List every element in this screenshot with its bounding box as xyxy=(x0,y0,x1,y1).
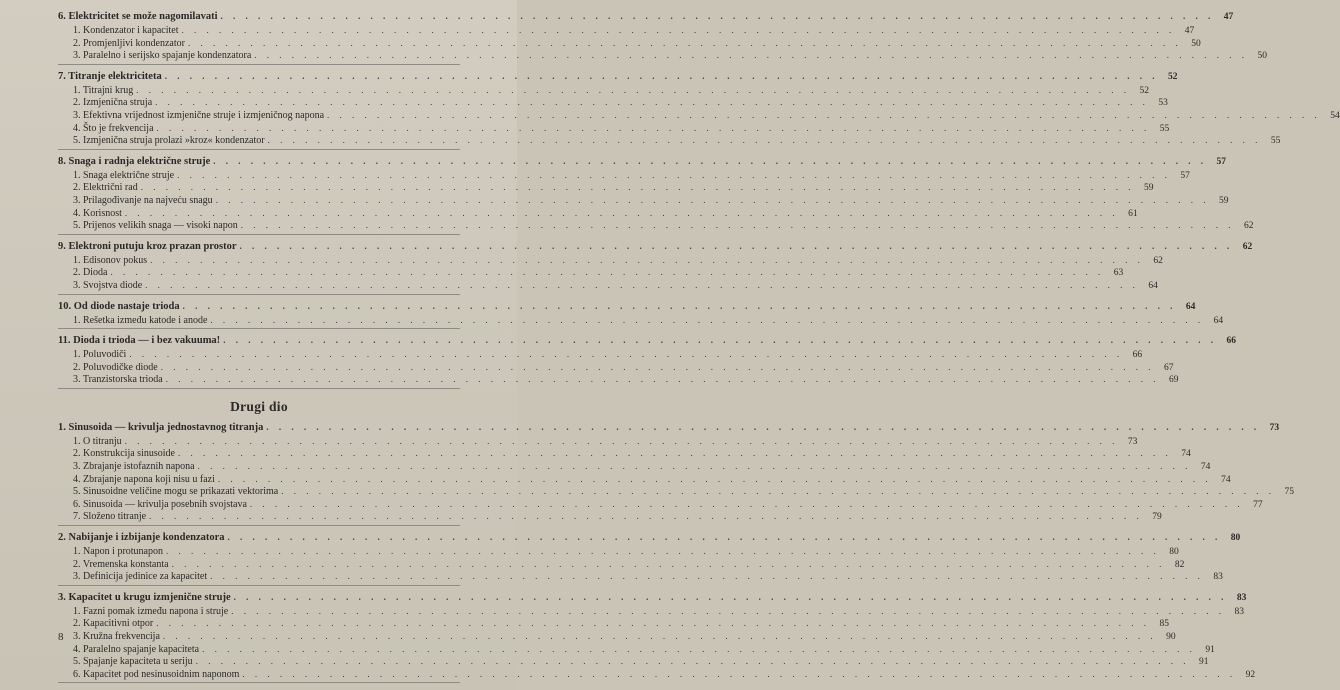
section-row xyxy=(58,24,1195,37)
section-title: 2. Promjenljivi kondenzator xyxy=(73,37,185,49)
chapter-title: 1. Sinusoida — krivulja jednostavnog titranja xyxy=(58,421,264,433)
section-row xyxy=(58,122,1170,135)
section-row xyxy=(58,655,1209,668)
section-title: 7. Složeno titranje xyxy=(73,511,147,523)
chapter-page-number: 73 xyxy=(1269,422,1280,433)
chapter-title: 8. Snaga i radnja električne struje xyxy=(58,155,211,167)
section-title: 2. Vremenska konstanta xyxy=(73,558,169,570)
section-page-number: 82 xyxy=(1174,559,1185,570)
part-two-section xyxy=(58,419,1294,684)
divider-line xyxy=(58,234,460,235)
section-title: 1. O titranju xyxy=(73,435,122,447)
dot-leader: . . . . . . . . . . . . . . . . . . . . . . . . . . . . . . . . . . . . . . . . . . . . . . . . . . . . . . . . . . . . . . . . . . . . . . . . . . . . . . . . xyxy=(156,122,1151,133)
dot-leader: . . . . . . . . . . . . . . . . . . . . . . . . . . . . . . . . . . . . . . . . . . . . . . . . . . . . . . . . . . . . . . . . . . . . . . . . . . . . . . . . xyxy=(242,668,1237,679)
chapter-page-number: 57 xyxy=(1216,156,1226,167)
dot-leader: . . . . . . . . . . . . . . . . . . . . . . . . . . . . . . . . . . . . . . . . . . . . . . . . . . . . . . . . . . . . . . . . . . . . . . . . . . . . . . . . xyxy=(166,546,1160,557)
section-row xyxy=(58,84,1150,97)
dot-leader: . . . . . . . . . . . . . . . . . . . . . . . . . . . . . . . . . . . . . . . . . . . . . . . . . . . . . . . . . . . . . . . . . . . . . . . . . . . . . . . . xyxy=(327,109,1321,120)
section-title: 3. Definicija jedinice za kapacitet xyxy=(73,571,208,583)
chapter-page-number: 66 xyxy=(1226,336,1236,347)
part-one-section xyxy=(58,8,1340,389)
section-title: 3. Svojstva diode xyxy=(73,279,143,291)
section-row xyxy=(58,134,1281,147)
section-page-number: 74 xyxy=(1200,462,1211,473)
section-page-number: 75 xyxy=(1284,487,1294,498)
chapter-row xyxy=(58,68,1178,84)
section-row xyxy=(58,460,1211,473)
section-row xyxy=(58,498,1263,511)
dot-leader: . . . . . . . . . . . . . . . . . . . . . . . . . . . . . . . . . . . . . . . . . . . . . . . . . . . . . . . . . . . . . . . . . . . . . . . . . . . . . . . . xyxy=(215,194,1210,205)
chapter-row xyxy=(58,529,1241,545)
dot-leader: . . . . . . . . . . . . . . . . . . . . . . . . . . . . . . . . . . . . . . . . . . . . . . . . . . . . . . . . . . . . . . . . . . . . . . . . . . . . . . . . xyxy=(233,591,1228,602)
section-title: 1. Kondenzator i kapacitet xyxy=(73,25,179,36)
section-title: 1. Fazni pomak između napona i struje xyxy=(73,605,229,617)
section-page-number: 74 xyxy=(1221,474,1231,485)
section-row xyxy=(58,254,1163,267)
divider-line xyxy=(58,525,460,526)
chapter-row xyxy=(58,298,1196,314)
dot-leader: . . . . . . . . . . . . . . . . . . . . . . . . . . . . . . . . . . . . . . . . . . . . . . . . . . . . . . . . . . . . . . . . . . . . . . . . . . . . . . . . xyxy=(156,618,1151,629)
section-title: 3. Kružna frekvencija xyxy=(73,631,160,642)
section-page-number: 53 xyxy=(1158,98,1168,109)
chapter-entry xyxy=(58,529,1241,583)
dot-leader: . . . . . . . . . . . . . . . . . . . . . . . . . . . . . . . . . . . . . . . . . . . . . . . . . . . . . . . . . . . . . . . . . . . . . . . . . . . . . . . . xyxy=(164,70,1159,81)
section-page-number: 47 xyxy=(1184,26,1195,36)
chapter-entry xyxy=(58,589,1256,681)
section-title: 1. Titrajni krug xyxy=(73,84,134,96)
section-page-number: 83 xyxy=(1234,606,1244,617)
dot-leader: . . . . . . . . . . . . . . . . . . . . . . . . . . . . . . . . . . . . . . . . . . . . . . . . . . . . . . . . . . . . . . . . . . . . . . . . . . . . . . . . xyxy=(149,511,1143,522)
chapter-title: 11. Dioda i trioda — i bez vakuuma! xyxy=(58,335,221,347)
divider-line xyxy=(58,328,460,329)
section-page-number: 62 xyxy=(1153,255,1163,266)
section-title: 3. Paralelno i serijsko spajanje kondenzatora xyxy=(73,50,252,62)
chapter-title: 7. Titranje elektriciteta xyxy=(58,70,162,82)
section-title: 2. Poluvodičke diode xyxy=(73,361,158,373)
chapter-title: 3. Kapacitet u krugu izmjenične struje xyxy=(58,591,231,603)
chapter-title: 9. Elektroni putuju kroz prazan prostor xyxy=(58,240,237,252)
dot-leader: . . . . . . . . . . . . . . . . . . . . . . . . . . . . . . . . . . . . . . . . . . . . . . . . . . . . . . . . . . . . . . . . . . . . . . . . . . . . . . . . xyxy=(254,50,1249,61)
divider-line xyxy=(58,149,460,150)
section-row xyxy=(58,630,1176,643)
dot-leader: . . . . . . . . . . . . . . . . . . . . . . . . . . . . . . . . . . . . . . . . . . . . . . . . . . . . . . . . . . . . . . . . . . . . . . . . . . . . . . . . xyxy=(181,25,1176,35)
dot-leader: . . . . . . . . . . . . . . . . . . . . . . . . . . . . . . . . . . . . . . . . . . . . . . . . . . . . . . . . . . . . . . . . . . . . . . . . . . . . . . . . xyxy=(197,461,1192,472)
chapter-page-number: 80 xyxy=(1230,533,1241,544)
chapter-title: 2. Nabijanje i izbijanje kondenzatora xyxy=(58,532,225,544)
section-row xyxy=(58,570,1223,583)
dot-leader: . . . . . . . . . . . . . . . . . . . . . . . . . . . . . . . . . . . . . . . . . . . . . . . . . . . . . . . . . . . . . . . . . . . . . . . . . . . . . . . . xyxy=(110,267,1105,278)
section-page-number: 91 xyxy=(1205,644,1215,655)
section-row xyxy=(58,314,1224,327)
section-row xyxy=(58,510,1162,523)
dot-leader: . . . . . . . . . . . . . . . . . . . . . . . . . . . . . . . . . . . . . . . . . . . . . . . . . . . . . . . . . . . . . . . . . . . . . . . . . . . . . . . . xyxy=(124,435,1119,446)
section-page-number: 50 xyxy=(1257,51,1268,62)
section-page-number: 74 xyxy=(1181,449,1191,460)
section-row xyxy=(58,96,1168,109)
section-row xyxy=(58,361,1174,374)
dot-leader: . . . . . . . . . . . . . . . . . . . . . . . . . . . . . . . . . . . . . . . . . . . . . . . . . . . . . . . . . . . . . . . . . . . . . . . . . . . . . . . . xyxy=(213,155,1207,166)
section-page-number: 90 xyxy=(1166,632,1176,642)
section-row xyxy=(58,37,1201,50)
section-page-number: 85 xyxy=(1159,619,1170,630)
section-page-number: 79 xyxy=(1152,512,1162,523)
chapter-entry xyxy=(58,298,1224,327)
dot-leader: . . . . . . . . . . . . . . . . . . . . . . . . . . . . . . . . . . . . . . . . . . . . . . . . . . . . . . . . . . . . . . . . . . . . . . . . . . . . . . . . xyxy=(210,314,1205,325)
section-title: 2. Konstrukcija sinusoide xyxy=(73,448,175,460)
dot-leader: . . . . . . . . . . . . . . . . . . . . . . . . . . . . . . . . . . . . . . . . . . . . . . . . . . . . . . . . . . . . . . . . . . . . . . . . . . . . . . . . xyxy=(129,349,1124,360)
section-row xyxy=(58,605,1244,618)
section-row xyxy=(58,668,1256,681)
dot-leader: . . . . . . . . . . . . . . . . . . . . . . . . . . . . . . . . . . . . . . . . . . . . . . . . . . . . . . . . . . . . . . . . . . . . . . . . . . . . . . . . xyxy=(217,473,1212,484)
chapter-row xyxy=(58,589,1247,605)
dot-leader: . . . . . . . . . . . . . . . . . . . . . . . . . . . . . . . . . . . . . . . . . . . . . . . . . . . . . . . . . . . . . . . . . . . . . . . . . . . . . . . . xyxy=(267,135,1262,146)
section-page-number: 57 xyxy=(1180,170,1190,181)
dot-leader: . . . . . . . . . . . . . . . . . . . . . . . . . . . . . . . . . . . . . . . . . . . . . . . . . . . . . . . . . . . . . . . . . . . . . . . . . . . . . . . . xyxy=(140,182,1135,193)
section-title: 4. Korisnost xyxy=(73,207,122,219)
dot-leader: . . . . . . . . . . . . . . . . . . . . . . . . . . . . . . . . . . . . . . . . . . . . . . . . . . . . . . . . . . . . . . . . . . . . . . . . . . . . . . . . xyxy=(266,421,1261,432)
chapter-entry xyxy=(58,153,1254,232)
section-row xyxy=(58,373,1179,386)
dot-leader: . . . . . . . . . . . . . . . . . . . . . . . . . . . . . . . . . . . . . . . . . . . . . . . . . . . . . . . . . . . . . . . . . . . . . . . . . . . . . . . . xyxy=(187,37,1182,48)
section-title: 5. Prijenos velikih snaga — visoki napon xyxy=(73,220,238,232)
dot-leader: . . . . . . . . . . . . . . . . . . . . . . . . . . . . . . . . . . . . . . . . . . . . . . . . . . . . . . . . . . . . . . . . . . . . . . . . . . . . . . . . xyxy=(177,448,1172,459)
section-page-number: 67 xyxy=(1163,362,1174,373)
dot-leader: . . . . . . . . . . . . . . . . . . . . . . . . . . . . . . . . . . . . . . . . . . . . . . . . . . . . . . . . . . . . . . . . . . . . . . . . . . . . . . . . xyxy=(145,279,1139,290)
section-title: 3. Tranzistorska trioda xyxy=(73,374,163,386)
section-page-number: 55 xyxy=(1270,136,1281,147)
section-row xyxy=(58,435,1138,448)
chapter-title: 6. Elektricitet se može nagomilavati xyxy=(58,11,218,22)
section-row xyxy=(58,473,1231,486)
section-row xyxy=(58,558,1185,571)
section-title: 3. Prilagođivanje na najveću snagu xyxy=(73,194,213,206)
chapter-row xyxy=(58,238,1253,254)
section-row xyxy=(58,447,1191,460)
section-title: 1. Rešetka između katode i anode xyxy=(73,314,208,326)
section-page-number: 61 xyxy=(1128,208,1138,219)
section-page-number: 64 xyxy=(1213,315,1224,326)
dot-leader: . . . . . . . . . . . . . . . . . . . . . . . . . . . . . . . . . . . . . . . . . . . . . . . . . . . . . . . . . . . . . . . . . . . . . . . . . . . . . . . . xyxy=(239,240,1234,251)
section-page-number: 80 xyxy=(1169,547,1179,558)
chapter-page-number: 83 xyxy=(1236,592,1247,603)
section-title: 5. Sinusoidne veličine mogu se prikazati vektorima xyxy=(73,486,279,498)
dot-leader: . . . . . . . . . . . . . . . . . . . . . . . . . . . . . . . . . . . . . . . . . . . . . . . . . . . . . . . . . . . . . . . . . . . . . . . . . . . . . . . . xyxy=(195,656,1190,667)
section-page-number: 54 xyxy=(1330,110,1340,121)
section-row xyxy=(58,545,1179,558)
dot-leader: . . . . . . . . . . . . . . . . . . . . . . . . . . . . . . . . . . . . . . . . . . . . . . . . . . . . . . . . . . . . . . . . . . . . . . . . . . . . . . . . xyxy=(155,97,1149,108)
section-page-number: 73 xyxy=(1127,436,1138,447)
section-row xyxy=(58,49,1268,62)
chapter-entry xyxy=(58,8,1268,62)
dot-leader: . . . . . . . . . . . . . . . . . . . . . . . . . . . . . . . . . . . . . . . . . . . . . . . . . . . . . . . . . . . . . . . . . . . . . . . . . . . . . . . . xyxy=(281,486,1275,497)
dot-leader: . . . . . . . . . . . . . . . . . . . . . . . . . . . . . . . . . . . . . . . . . . . . . . . . . . . . . . . . . . . . . . . . . . . . . . . . . . . . . . . . xyxy=(124,207,1119,218)
section-row xyxy=(58,348,1143,361)
chapter-row xyxy=(58,419,1280,435)
dot-leader: . . . . . . . . . . . . . . . . . . . . . . . . . . . . . . . . . . . . . . . . . . . . . . . . . . . . . . . . . . . . . . . . . . . . . . . . . . . . . . . . xyxy=(171,558,1166,569)
divider-line xyxy=(58,388,460,389)
section-page-number: 64 xyxy=(1148,280,1158,291)
dot-leader: . . . . . . . . . . . . . . . . . . . . . . . . . . . . . . . . . . . . . . . . . . . . . . . . . . . . . . . . . . . . . . . . . . . . . . . . . . . . . . . . xyxy=(210,571,1204,582)
dot-leader: . . . . . . . . . . . . . . . . . . . . . . . . . . . . . . . . . . . . . . . . . . . . . . . . . . . . . . . . . . . . . . . . . . . . . . . . . . . . . . . . xyxy=(165,374,1160,385)
section-page-number: 52 xyxy=(1139,85,1150,96)
section-title: 2. Dioda xyxy=(73,267,108,279)
chapter-entry xyxy=(58,68,1340,147)
section-title: 4. Zbrajanje napona koji nisu u fazi xyxy=(73,473,215,485)
dot-leader: . . . . . . . . . . . . . . . . . . . . . . . . . . . . . . . . . . . . . . . . . . . . . . . . . . . . . . . . . . . . . . . . . . . . . . . . . . . . . . . . xyxy=(223,335,1217,346)
section-row xyxy=(58,109,1340,122)
chapter-row xyxy=(58,8,1234,24)
table-of-contents xyxy=(58,8,1340,686)
section-title: 3. Efektivna vrijednost izmjenične struje i izmjeničnog napona xyxy=(73,109,325,121)
dot-leader: . . . . . . . . . . . . . . . . . . . . . . . . . . . . . . . . . . . . . . . . . . . . . . . . . . . . . . . . . . . . . . . . . . . . . . . . . . . . . . . . xyxy=(240,220,1235,231)
section-title: 6. Kapacitet pod nesinusoidnim naponom xyxy=(73,668,240,680)
section-row xyxy=(58,169,1190,182)
chapter-row xyxy=(58,332,1236,348)
section-title: 2. Izmjenična struja xyxy=(73,97,153,109)
dot-leader: . . . . . . . . . . . . . . . . . . . . . . . . . . . . . . . . . . . . . . . . . . . . . . . . . . . . . . . . . . . . . . . . . . . . . . . . . . . . . . . . xyxy=(231,605,1225,616)
part-two-heading: Drugi dio xyxy=(230,398,288,414)
section-page-number: 83 xyxy=(1213,572,1223,583)
divider-line xyxy=(58,682,460,683)
section-page-number: 66 xyxy=(1132,350,1143,361)
dot-leader: . . . . . . . . . . . . . . . . . . . . . . . . . . . . . . . . . . . . . . . . . . . . . . . . . . . . . . . . . . . . . . . . . . . . . . . . . . . . . . . . xyxy=(162,631,1157,641)
section-row xyxy=(58,266,1124,279)
section-title: 4. Paralelno spajanje kapaciteta xyxy=(73,643,200,655)
section-row xyxy=(58,207,1138,220)
section-title: 2. Električni rad xyxy=(73,182,138,194)
section-page-number: 77 xyxy=(1253,499,1263,510)
section-page-number: 92 xyxy=(1245,669,1256,680)
chapter-row xyxy=(58,153,1226,169)
chapter-page-number: 62 xyxy=(1242,241,1253,252)
dot-leader: . . . . . . . . . . . . . . . . . . . . . . . . . . . . . . . . . . . . . . . . . . . . . . . . . . . . . . . . . . . . . . . . . . . . . . . . . . . . . . . . xyxy=(136,84,1131,95)
chapter-entry xyxy=(58,238,1253,292)
section-title: 1. Poluvodiči xyxy=(73,349,127,361)
chapter-page-number: 64 xyxy=(1185,301,1196,312)
divider-line xyxy=(58,64,460,65)
chapter-title: 10. Od diode nastaje trioda xyxy=(58,300,180,312)
section-row xyxy=(58,617,1170,630)
section-title: 1. Snaga električne struje xyxy=(73,169,175,181)
dot-leader: . . . . . . . . . . . . . . . . . . . . . . . . . . . . . . . . . . . . . . . . . . . . . . . . . . . . . . . . . . . . . . . . . . . . . . . . . . . . . . . . xyxy=(220,11,1215,21)
divider-line xyxy=(58,294,460,295)
section-row xyxy=(58,643,1215,656)
section-title: 1. Edisonov pokus xyxy=(73,254,148,266)
dot-leader: . . . . . . . . . . . . . . . . . . . . . . . . . . . . . . . . . . . . . . . . . . . . . . . . . . . . . . . . . . . . . . . . . . . . . . . . . . . . . . . . xyxy=(249,498,1244,509)
section-row xyxy=(58,194,1229,207)
page-number: 8 xyxy=(58,631,64,643)
section-title: 5. Izmjenična struja prolazi »kroz« kondenzator xyxy=(73,135,265,147)
section-page-number: 59 xyxy=(1218,195,1229,206)
section-page-number: 69 xyxy=(1168,375,1179,386)
section-page-number: 59 xyxy=(1143,183,1154,194)
dot-leader: . . . . . . . . . . . . . . . . . . . . . . . . . . . . . . . . . . . . . . . . . . . . . . . . . . . . . . . . . . . . . . . . . . . . . . . . . . . . . . . . xyxy=(227,532,1222,543)
section-page-number: 91 xyxy=(1198,657,1209,668)
section-title: 3. Zbrajanje istofaznih napona xyxy=(73,461,195,473)
section-title: 1. Napon i protunapon xyxy=(73,546,163,558)
section-title: 6. Sinusoida — krivulja posebnih svojstava xyxy=(73,498,247,510)
dot-leader: . . . . . . . . . . . . . . . . . . . . . . . . . . . . . . . . . . . . . . . . . . . . . . . . . . . . . . . . . . . . . . . . . . . . . . . . . . . . . . . . xyxy=(182,300,1177,311)
section-title: 4. Što je frekvencija xyxy=(73,122,154,134)
divider-line xyxy=(58,585,460,586)
section-title: 2. Kapacitivni otpor xyxy=(73,618,154,630)
section-row xyxy=(58,181,1154,194)
dot-leader: . . . . . . . . . . . . . . . . . . . . . . . . . . . . . . . . . . . . . . . . . . . . . . . . . . . . . . . . . . . . . . . . . . . . . . . . . . . . . . . . xyxy=(202,643,1196,654)
section-page-number: 55 xyxy=(1159,123,1170,134)
section-page-number: 62 xyxy=(1243,221,1254,232)
chapter-entry xyxy=(58,332,1236,386)
chapter-page-number: 47 xyxy=(1223,12,1234,22)
chapter-entry xyxy=(58,419,1294,523)
dot-leader: . . . . . . . . . . . . . . . . . . . . . . . . . . . . . . . . . . . . . . . . . . . . . . . . . . . . . . . . . . . . . . . . . . . . . . . . . . . . . . . . xyxy=(150,254,1144,265)
section-row xyxy=(58,279,1158,292)
section-page-number: 50 xyxy=(1191,38,1201,49)
dot-leader: . . . . . . . . . . . . . . . . . . . . . . . . . . . . . . . . . . . . . . . . . . . . . . . . . . . . . . . . . . . . . . . . . . . . . . . . . . . . . . . . xyxy=(177,169,1171,180)
section-page-number: 63 xyxy=(1113,268,1124,279)
dot-leader: . . . . . . . . . . . . . . . . . . . . . . . . . . . . . . . . . . . . . . . . . . . . . . . . . . . . . . . . . . . . . . . . . . . . . . . . . . . . . . . . xyxy=(160,361,1155,372)
section-title: 5. Spajanje kapaciteta u seriju xyxy=(73,656,193,668)
section-row xyxy=(58,219,1254,232)
section-row xyxy=(58,485,1294,498)
chapter-page-number: 52 xyxy=(1167,71,1178,82)
